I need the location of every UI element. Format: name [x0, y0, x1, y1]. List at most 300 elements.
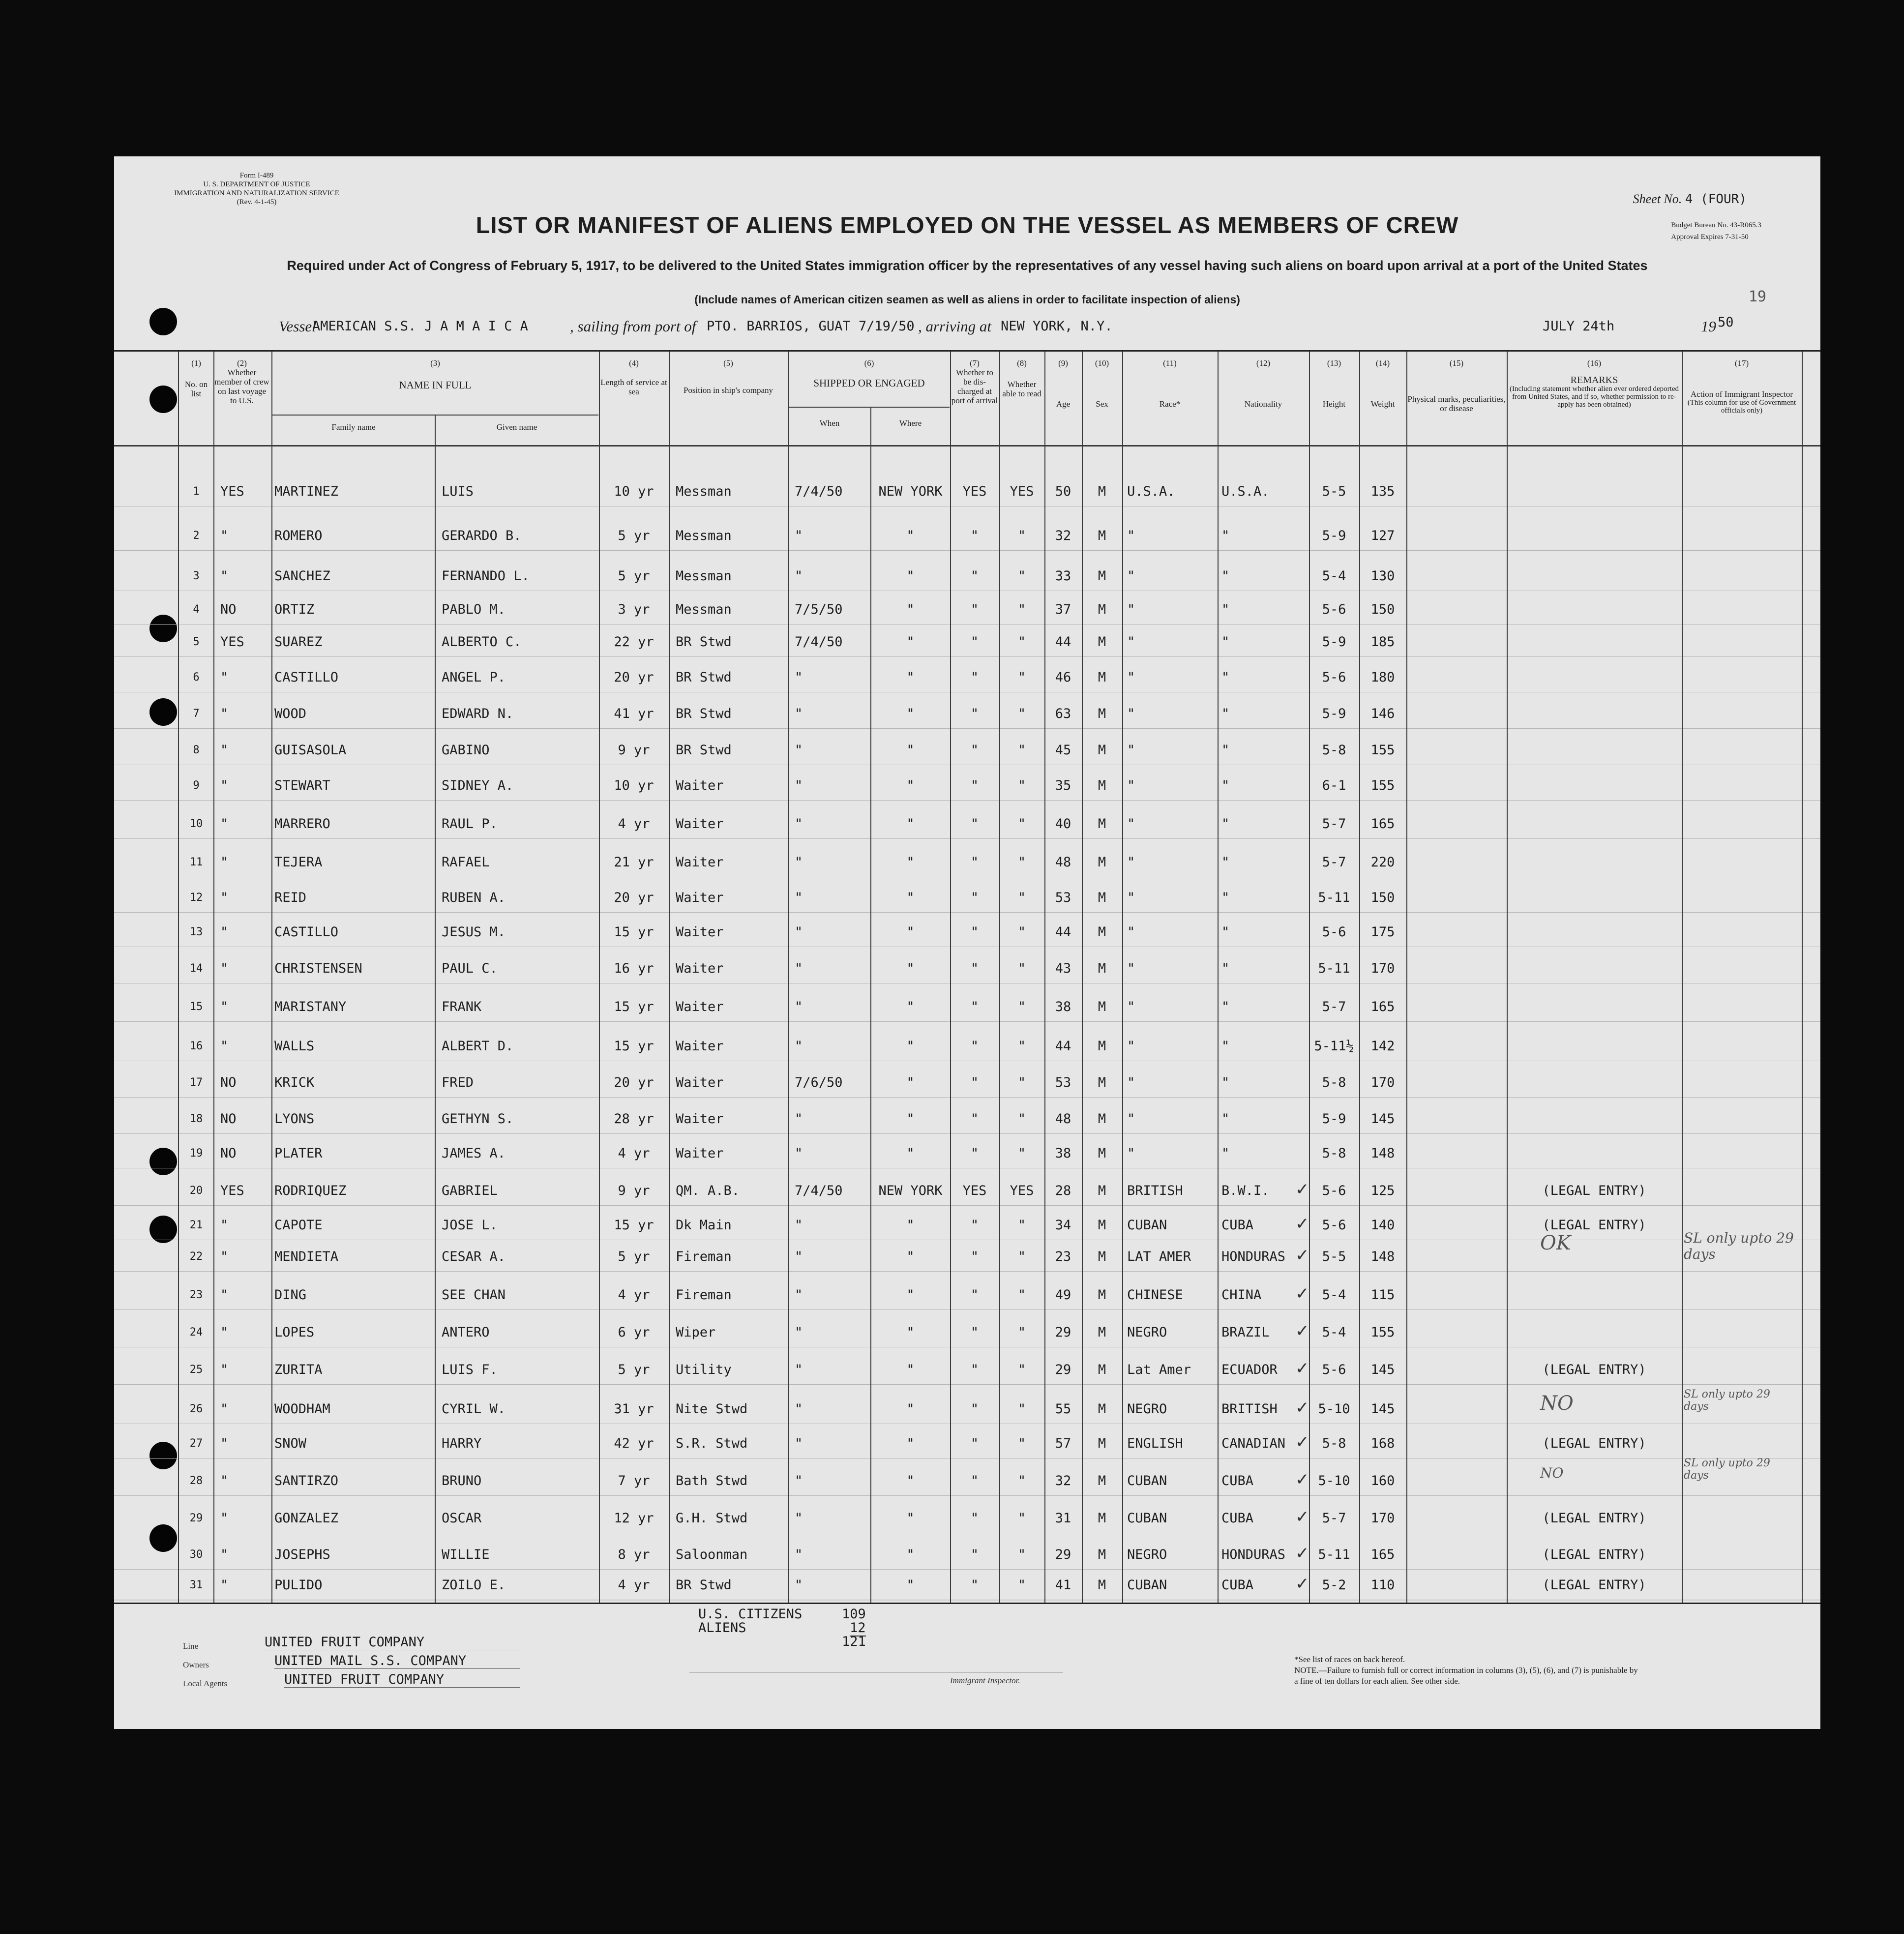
cell-weight: 125	[1370, 1183, 1395, 1198]
cell-weight: 150	[1370, 602, 1395, 617]
form-number: Form I-489	[239, 172, 274, 179]
cell-when: "	[795, 1287, 803, 1303]
cell-race: NEGRO	[1127, 1325, 1167, 1340]
cell-where: "	[906, 1287, 915, 1303]
cell-race: LAT AMER	[1127, 1249, 1191, 1264]
cell-position: BR Stwd	[676, 1577, 732, 1593]
cell-no: 6	[193, 671, 200, 684]
cell-position: Messman	[676, 484, 732, 499]
department: U. S. DEPARTMENT OF JUSTICE	[203, 180, 310, 188]
cell-height: 6-1	[1322, 778, 1346, 793]
cell-service: 15 yr	[614, 924, 654, 940]
cell-weight: 185	[1370, 634, 1395, 650]
check-mark-icon: ✓	[1295, 1544, 1309, 1563]
row-rule	[114, 1569, 1820, 1570]
cell-sex: M	[1098, 602, 1106, 617]
cell-given: SIDNEY A.	[442, 778, 514, 793]
cell-read: "	[1017, 670, 1026, 685]
cell-service: 12 yr	[614, 1511, 654, 1526]
cell-where: "	[906, 1511, 915, 1526]
cell-prev: "	[220, 961, 229, 976]
cell-disch: "	[970, 743, 979, 758]
cell-nat: CUBA	[1221, 1511, 1254, 1526]
cell-sex: M	[1098, 743, 1106, 758]
cell-when: "	[795, 1039, 803, 1054]
cell-disch: YES	[962, 1183, 987, 1198]
row-rule	[114, 800, 1820, 801]
cell-weight: 155	[1370, 1325, 1395, 1340]
header-col3: (3) NAME IN FULL	[399, 358, 472, 391]
cell-service: 42 yr	[614, 1436, 654, 1451]
cell-height: 5-11	[1318, 1547, 1350, 1562]
cell-read: "	[1017, 602, 1026, 617]
column-divider	[669, 352, 670, 1603]
cell-height: 5-4	[1322, 1287, 1346, 1303]
cell-prev: "	[220, 743, 229, 758]
cell-remarks: (LEGAL ENTRY)	[1542, 1218, 1646, 1233]
cell-race: CUBAN	[1127, 1473, 1167, 1488]
cell-height: 5-7	[1322, 816, 1346, 832]
cell-family: SANTIRZO	[274, 1473, 339, 1488]
cell-service: 15 yr	[614, 999, 654, 1014]
cell-nat: "	[1221, 1111, 1230, 1127]
cell-service: 7 yr	[618, 1473, 650, 1488]
cell-age: 57	[1055, 1436, 1071, 1451]
cell-weight: 145	[1370, 1362, 1395, 1377]
cell-height: 5-5	[1322, 484, 1346, 499]
cell-age: 35	[1055, 778, 1071, 793]
cell-prev: "	[220, 855, 229, 870]
header-col11: (11) Race*	[1159, 358, 1181, 409]
cell-weight: 165	[1370, 816, 1395, 832]
cell-height: 5-6	[1322, 1183, 1346, 1198]
cell-where: "	[906, 924, 915, 940]
year-value: 50	[1718, 315, 1734, 330]
cell-read: "	[1017, 1325, 1026, 1340]
cell-age: 55	[1055, 1401, 1071, 1417]
cell-weight: 155	[1370, 743, 1395, 758]
cell-no: 1	[193, 485, 200, 498]
cell-height: 5-7	[1322, 855, 1346, 870]
header-col5: (5) Position in ship's company	[683, 358, 774, 395]
cell-prev: "	[220, 1577, 229, 1593]
cell-position: Waiter	[676, 1111, 724, 1127]
cell-family: CASTILLO	[274, 670, 339, 685]
cell-race: "	[1127, 924, 1135, 940]
cell-disch: "	[970, 706, 979, 721]
column-divider	[950, 352, 951, 1603]
cell-disch: "	[970, 670, 979, 685]
cell-given: HARRY	[442, 1436, 482, 1451]
cell-prev: NO	[220, 1075, 237, 1090]
sailing-label: , sailing from port of	[570, 318, 696, 335]
cell-weight: 165	[1370, 1547, 1395, 1562]
cell-race: "	[1127, 743, 1135, 758]
cell-disch: "	[970, 1401, 979, 1417]
cell-height: 5-11	[1318, 890, 1350, 905]
cell-given: PABLO M.	[442, 602, 506, 617]
cell-nat: "	[1221, 602, 1230, 617]
cell-disch: "	[970, 1218, 979, 1233]
cell-remarks: (LEGAL ENTRY)	[1542, 1183, 1646, 1198]
cell-read: "	[1017, 1436, 1026, 1451]
cell-age: 46	[1055, 670, 1071, 685]
cell-where: "	[906, 1146, 915, 1161]
cell-sex: M	[1098, 1039, 1106, 1054]
cell-when: "	[795, 1577, 803, 1593]
cell-sex: M	[1098, 1362, 1106, 1377]
row-rule	[114, 624, 1820, 625]
cell-position: Nite Stwd	[676, 1401, 748, 1417]
cell-nat: ECUADOR	[1221, 1362, 1278, 1377]
cell-family: MARTINEZ	[274, 484, 339, 499]
cell-where: "	[906, 855, 915, 870]
cell-service: 4 yr	[618, 1577, 650, 1593]
cell-read: "	[1017, 924, 1026, 940]
cell-family: ZURITA	[274, 1362, 323, 1377]
cell-family: PULIDO	[274, 1577, 323, 1593]
cell-where: NEW YORK	[878, 1183, 943, 1198]
cell-read: "	[1017, 1362, 1026, 1377]
cell-weight: 170	[1370, 1511, 1395, 1526]
header-col4: (4) Length of service at sea	[600, 358, 667, 396]
cell-where: "	[906, 778, 915, 793]
cell-disch: "	[970, 602, 979, 617]
cell-weight: 148	[1370, 1146, 1395, 1161]
cell-weight: 165	[1370, 999, 1395, 1014]
cell-race: "	[1127, 528, 1135, 543]
cell-when: "	[795, 1218, 803, 1233]
cell-when: "	[795, 706, 803, 721]
cell-service: 15 yr	[614, 1218, 654, 1233]
cell-service: 5 yr	[618, 528, 650, 543]
cell-sex: M	[1098, 961, 1106, 976]
cell-age: 29	[1055, 1547, 1071, 1562]
cell-sex: M	[1098, 1218, 1106, 1233]
cell-position: S.R. Stwd	[676, 1436, 748, 1451]
cell-read: "	[1017, 999, 1026, 1014]
cell-where: "	[906, 706, 915, 721]
header-col17: (17) Action of Immigrant Inspector (This column for use of Government officials only)	[1687, 358, 1796, 415]
cell-height: 5-10	[1318, 1473, 1350, 1488]
document-subnote: (Include names of American citizen seamen as well as aliens in order to facilitate inspection of aliens)	[694, 293, 1240, 306]
cell-height: 5-7	[1322, 1511, 1346, 1526]
cell-disch: "	[970, 1287, 979, 1303]
cell-when: 7/4/50	[795, 1183, 843, 1198]
cell-disch: "	[970, 1547, 979, 1562]
cell-given: ALBERT D.	[442, 1039, 514, 1054]
handwritten-remark-no-28: NO	[1540, 1465, 1564, 1481]
cell-read: "	[1017, 1075, 1026, 1090]
cell-no: 14	[189, 962, 203, 975]
cell-nat: "	[1221, 924, 1230, 940]
cell-weight: 142	[1370, 1039, 1395, 1054]
cell-prev: YES	[220, 1183, 244, 1198]
row-rule	[114, 656, 1820, 657]
cell-height: 5-8	[1322, 1146, 1346, 1161]
cell-no: 11	[189, 856, 203, 868]
cell-sex: M	[1098, 1249, 1106, 1264]
cell-prev: "	[220, 1547, 229, 1562]
cell-service: 10 yr	[614, 484, 654, 499]
header-col2: (2) Whether member of crew on last voyage to U.S.	[214, 358, 269, 405]
cell-sex: M	[1098, 1111, 1106, 1127]
row-rule	[114, 728, 1820, 729]
cell-sex: M	[1098, 670, 1106, 685]
cell-prev: "	[220, 1218, 229, 1233]
header-col9: (9) Age	[1056, 358, 1071, 409]
cell-remarks: (LEGAL ENTRY)	[1542, 1436, 1646, 1451]
cell-nat: CANADIAN	[1221, 1436, 1286, 1451]
cell-given: JESUS M.	[442, 924, 506, 940]
cell-weight: 155	[1370, 778, 1395, 793]
cell-where: "	[906, 1039, 915, 1054]
form-identifier	[163, 171, 350, 207]
cell-family: LOPES	[274, 1325, 315, 1340]
cell-where: "	[906, 1577, 915, 1593]
cell-prev: "	[220, 924, 229, 940]
cell-position: Waiter	[676, 778, 724, 793]
cell-read: "	[1017, 634, 1026, 650]
row-rule	[114, 1021, 1820, 1022]
cell-remarks: (LEGAL ENTRY)	[1542, 1511, 1646, 1526]
column-divider	[1122, 352, 1123, 1603]
race-note: *See list of races on back hereof.	[1294, 1655, 1405, 1664]
cell-height: 5-6	[1322, 602, 1346, 617]
cell-height: 5-11½	[1314, 1039, 1354, 1054]
cell-service: 20 yr	[614, 1075, 654, 1090]
cell-family: JOSEPHS	[274, 1547, 330, 1562]
cell-disch: "	[970, 890, 979, 905]
cell-remarks: (LEGAL ENTRY)	[1542, 1362, 1646, 1377]
cell-height: 5-8	[1322, 743, 1346, 758]
header-divider	[114, 445, 1820, 446]
column-divider	[1044, 352, 1045, 1603]
cell-where: "	[906, 890, 915, 905]
cell-position: Waiter	[676, 890, 724, 905]
cell-prev: "	[220, 1511, 229, 1526]
cell-when: "	[795, 670, 803, 685]
cell-when: "	[795, 924, 803, 940]
cell-disch: "	[970, 1111, 979, 1127]
cell-age: 41	[1055, 1577, 1071, 1593]
cell-nat: "	[1221, 778, 1230, 793]
cell-sex: M	[1098, 890, 1106, 905]
cell-disch: "	[970, 1362, 979, 1377]
cell-nat: CUBA	[1221, 1473, 1254, 1488]
handwritten-remark-no: NO	[1540, 1392, 1574, 1415]
cell-weight: 220	[1370, 855, 1395, 870]
cell-service: 9 yr	[618, 743, 650, 758]
cell-disch: "	[970, 778, 979, 793]
cell-prev: "	[220, 1249, 229, 1264]
cell-read: "	[1017, 1287, 1026, 1303]
cell-height: 5-9	[1322, 528, 1346, 543]
cell-disch: "	[970, 816, 979, 832]
cell-weight: 146	[1370, 706, 1395, 721]
cell-height: 5-6	[1322, 1362, 1346, 1377]
cell-given: CESAR A.	[442, 1249, 506, 1264]
cell-read: "	[1017, 706, 1026, 721]
cell-age: 48	[1055, 855, 1071, 870]
cell-race: "	[1127, 706, 1135, 721]
cell-position: BR Stwd	[676, 634, 732, 650]
cell-position: Waiter	[676, 855, 724, 870]
cell-where: NEW YORK	[878, 484, 943, 499]
cell-height: 5-6	[1322, 924, 1346, 940]
budget-bureau: Budget Bureau No. 43-R065.3	[1671, 221, 1761, 229]
cell-read: "	[1017, 816, 1026, 832]
cell-when: "	[795, 961, 803, 976]
check-mark-icon: ✓	[1295, 1470, 1309, 1489]
cell-read: "	[1017, 1511, 1026, 1526]
cell-sex: M	[1098, 1547, 1106, 1562]
cell-age: 48	[1055, 1111, 1071, 1127]
cell-no: 2	[193, 530, 200, 542]
sheet-number-value: 4 (FOUR)	[1685, 192, 1747, 207]
check-mark-icon: ✓	[1295, 1574, 1309, 1594]
check-mark-icon: ✓	[1295, 1321, 1309, 1341]
row-rule	[114, 1384, 1820, 1385]
cell-disch: "	[970, 528, 979, 543]
header-family-name: Family name	[331, 422, 376, 432]
cell-race: "	[1127, 816, 1135, 832]
header-col13: (13) Height	[1322, 358, 1346, 409]
cell-when: 7/6/50	[795, 1075, 843, 1090]
cell-weight: 127	[1370, 528, 1395, 543]
cell-weight: 150	[1370, 890, 1395, 905]
cell-race: CHINESE	[1127, 1287, 1183, 1303]
cell-nat: HONDURAS	[1221, 1249, 1286, 1264]
cell-race: CUBAN	[1127, 1577, 1167, 1593]
cell-nat: "	[1221, 670, 1230, 685]
cell-nat: BRAZIL	[1221, 1325, 1270, 1340]
cell-position: Messman	[676, 528, 732, 543]
cell-age: 45	[1055, 743, 1071, 758]
cell-nat: "	[1221, 1075, 1230, 1090]
cell-given: OSCAR	[442, 1511, 482, 1526]
cell-read: YES	[1010, 1183, 1034, 1198]
cell-no: 20	[189, 1185, 203, 1197]
cell-nat: HONDURAS	[1221, 1547, 1286, 1562]
cell-where: "	[906, 816, 915, 832]
cell-prev: NO	[220, 1111, 237, 1127]
cell-prev: "	[220, 568, 229, 584]
cell-service: 41 yr	[614, 706, 654, 721]
cell-read: "	[1017, 1218, 1026, 1233]
cell-family: SANCHEZ	[274, 568, 330, 584]
header-col16: (16) REMARKS (Including statement whether alien ever ordered deported from United States, and if so, whether permission to re-apply has been obtained)	[1509, 358, 1679, 409]
cell-family: STEWART	[274, 778, 330, 793]
cell-family: MARRERO	[274, 816, 330, 832]
cell-sex: M	[1098, 778, 1106, 793]
column-divider	[1359, 352, 1360, 1603]
cell-no: 12	[189, 892, 203, 904]
cell-given: CYRIL W.	[442, 1401, 506, 1417]
cell-sex: M	[1098, 1287, 1106, 1303]
cell-given: LUIS	[442, 484, 474, 499]
cell-height: 5-9	[1322, 634, 1346, 650]
cell-family: SNOW	[274, 1436, 307, 1451]
cell-no: 27	[189, 1437, 203, 1450]
owners-value: UNITED MAIL S.S. COMPANY	[274, 1653, 520, 1669]
approval-expiry: Approval Expires 7-31-50	[1671, 233, 1749, 241]
aliens-label: ALIENS	[698, 1620, 746, 1636]
cell-sex: M	[1098, 816, 1106, 832]
cell-where: "	[906, 1111, 915, 1127]
cell-age: 44	[1055, 634, 1071, 650]
cell-nat: U.S.A.	[1221, 484, 1270, 499]
handwritten-action-26: SL only upto 29 days	[1684, 1388, 1770, 1413]
cell-prev: "	[220, 528, 229, 543]
cell-family: CASTILLO	[274, 924, 339, 940]
cell-where: "	[906, 670, 915, 685]
cell-when: "	[795, 890, 803, 905]
row-rule	[114, 912, 1820, 913]
cell-position: Waiter	[676, 999, 724, 1014]
cell-height: 5-9	[1322, 1111, 1346, 1127]
column-divider	[178, 352, 179, 1603]
cell-read: YES	[1010, 484, 1034, 499]
cell-family: GUISASOLA	[274, 743, 347, 758]
inspector-label: Immigrant Inspector.	[950, 1676, 1020, 1685]
cell-given: WILLIE	[442, 1547, 490, 1562]
cell-race: "	[1127, 890, 1135, 905]
cell-no: 21	[189, 1219, 203, 1231]
cell-read: "	[1017, 1249, 1026, 1264]
cell-family: WALLS	[274, 1039, 315, 1054]
cell-age: 49	[1055, 1287, 1071, 1303]
cell-family: TEJERA	[274, 855, 323, 870]
cell-read: "	[1017, 1039, 1026, 1054]
cell-service: 31 yr	[614, 1401, 654, 1417]
cell-when: "	[795, 1111, 803, 1127]
header-col12: (12) Nationality	[1244, 358, 1282, 409]
cell-prev: "	[220, 1473, 229, 1488]
cell-height: 5-8	[1322, 1075, 1346, 1090]
cell-family: KRICK	[274, 1075, 315, 1090]
cell-given: GABINO	[442, 743, 490, 758]
cell-where: "	[906, 634, 915, 650]
cell-prev: "	[220, 1287, 229, 1303]
cell-no: 7	[193, 708, 200, 720]
cell-sex: M	[1098, 999, 1106, 1014]
cell-where: "	[906, 743, 915, 758]
cell-no: 10	[189, 818, 203, 830]
cell-age: 37	[1055, 602, 1071, 617]
cell-age: 38	[1055, 1146, 1071, 1161]
cell-weight: 175	[1370, 924, 1395, 940]
cell-family: GONZALEZ	[274, 1511, 339, 1526]
cell-disch: "	[970, 1473, 979, 1488]
check-mark-icon: ✓	[1295, 1432, 1309, 1452]
cell-where: "	[906, 1401, 915, 1417]
cell-sex: M	[1098, 1183, 1106, 1198]
cell-given: ALBERTO C.	[442, 634, 522, 650]
cell-race: "	[1127, 568, 1135, 584]
check-mark-icon: ✓	[1295, 1214, 1309, 1234]
cell-age: 44	[1055, 1039, 1071, 1054]
cell-given: LUIS F.	[442, 1362, 498, 1377]
cell-given: ZOILO E.	[442, 1577, 506, 1593]
cell-race: NEGRO	[1127, 1547, 1167, 1562]
cell-nat: "	[1221, 816, 1230, 832]
cell-where: "	[906, 1249, 915, 1264]
cell-position: G.H. Stwd	[676, 1511, 748, 1526]
cell-sex: M	[1098, 484, 1106, 499]
cell-remarks: (LEGAL ENTRY)	[1542, 1577, 1646, 1593]
cell-service: 5 yr	[618, 1249, 650, 1264]
